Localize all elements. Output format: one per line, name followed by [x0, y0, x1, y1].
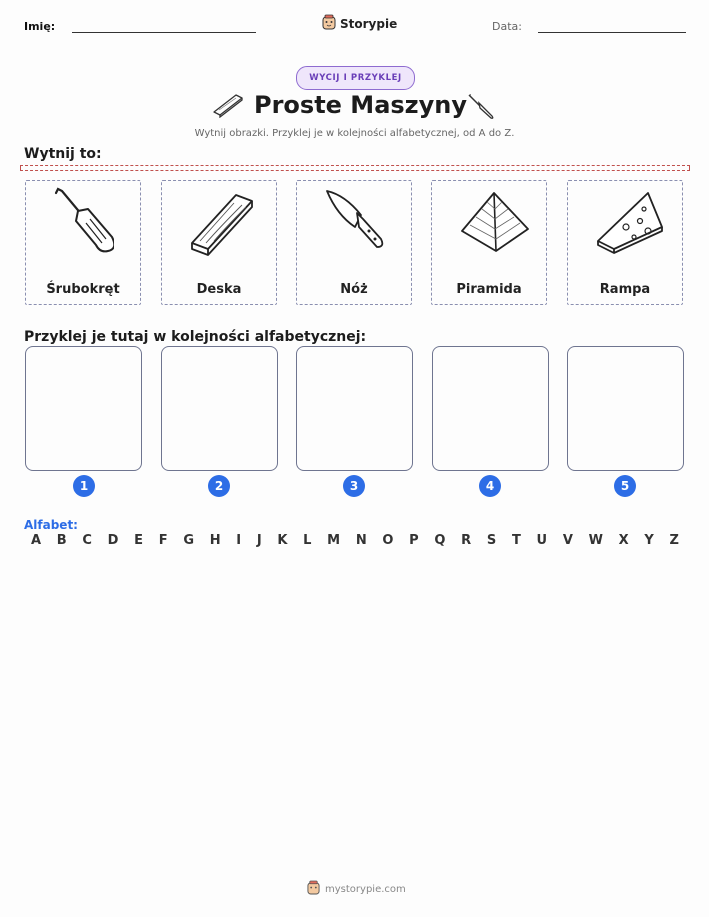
alphabet-letter: O [382, 533, 394, 548]
slot-number-badge: 3 [343, 475, 365, 497]
slot-number-badge: 4 [479, 475, 501, 497]
paste-slot-2[interactable] [161, 346, 278, 471]
cut-card-label: Rampa [599, 282, 651, 297]
alphabet-letter: K [277, 533, 288, 548]
alphabet-letter: V [562, 533, 573, 548]
alphabet-letter: C [82, 533, 92, 548]
screwdriver-icon [54, 187, 114, 265]
cut-card-screwdriver[interactable] [25, 180, 141, 305]
alphabet-letter: Q [434, 533, 446, 548]
alphabet-letter: N [355, 533, 367, 548]
cut-card-knife[interactable] [296, 180, 412, 305]
cut-card-label: Nóż [340, 282, 368, 297]
alphabet-letter: G [183, 533, 194, 548]
brand-name: Storypie [340, 16, 398, 31]
plank-icon [190, 187, 254, 265]
plank-deco-icon [212, 92, 244, 122]
cut-card-label: Piramida [456, 282, 522, 297]
alphabet-letter: A [31, 533, 42, 548]
date-label: Data: [492, 20, 522, 33]
page-subtitle: Wytnij obrazki. Przyklej je w kolejności alfabetycznej, od A do Z. [194, 128, 515, 139]
paste-section-label: Przyklej je tutaj w kolejności alfabetycznej: [24, 329, 367, 345]
knife-icon [325, 187, 387, 265]
activity-tag: WYCIJ I PRZYKLEJ [296, 66, 415, 90]
name-line[interactable] [72, 32, 256, 33]
alphabet-letter: B [56, 533, 67, 548]
date-line[interactable] [538, 32, 686, 33]
paste-slot-1[interactable] [25, 346, 142, 471]
alphabet-letter: D [107, 533, 119, 548]
brand-mascot-icon [322, 14, 336, 33]
alphabet-letter: U [536, 533, 548, 548]
alphabet-letter: E [134, 533, 144, 548]
name-label: Imię: [24, 20, 56, 33]
cut-card-label: Deska [196, 282, 242, 297]
alphabet-letter: J [256, 533, 262, 548]
alphabet-letter: R [461, 533, 472, 548]
alphabet-letter: L [303, 533, 312, 548]
paste-slot-4[interactable] [432, 346, 549, 471]
alphabet-label: Alfabet: [24, 518, 78, 532]
cut-line [20, 165, 690, 171]
footer-mascot-icon [307, 880, 320, 898]
alphabet-letter: X [618, 533, 629, 548]
cut-card-plank[interactable] [161, 180, 277, 305]
alphabet-letter: W [588, 533, 603, 548]
alphabet-letter: Z [669, 533, 679, 548]
footer-url[interactable]: mystorypie.com [325, 883, 406, 895]
ramp-icon [596, 187, 666, 265]
paste-slot-3[interactable] [296, 346, 413, 471]
alphabet-letter: I [236, 533, 242, 548]
alphabet-row [31, 533, 679, 548]
alphabet-letter: H [209, 533, 221, 548]
paste-slot-5[interactable] [567, 346, 684, 471]
cut-section-label: Wytnij to: [24, 146, 102, 162]
page-title: Proste Maszyny [254, 91, 468, 119]
slot-number-badge: 5 [614, 475, 636, 497]
screwdriver-deco-icon [466, 92, 496, 124]
pyramid-icon [460, 187, 530, 265]
alphabet-letter: Y [644, 533, 654, 548]
alphabet-letter: P [409, 533, 419, 548]
slot-number-badge: 2 [208, 475, 230, 497]
cut-card-ramp[interactable] [567, 180, 683, 305]
alphabet-letter: S [486, 533, 497, 548]
cut-card-pyramid[interactable] [431, 180, 547, 305]
footer [307, 880, 406, 898]
brand-logo [322, 14, 397, 33]
slot-number-badge: 1 [73, 475, 95, 497]
alphabet-letter: F [158, 533, 168, 548]
alphabet-letter: T [511, 533, 521, 548]
alphabet-letter: M [327, 533, 341, 548]
cut-card-label: Śrubokręt [46, 282, 120, 297]
